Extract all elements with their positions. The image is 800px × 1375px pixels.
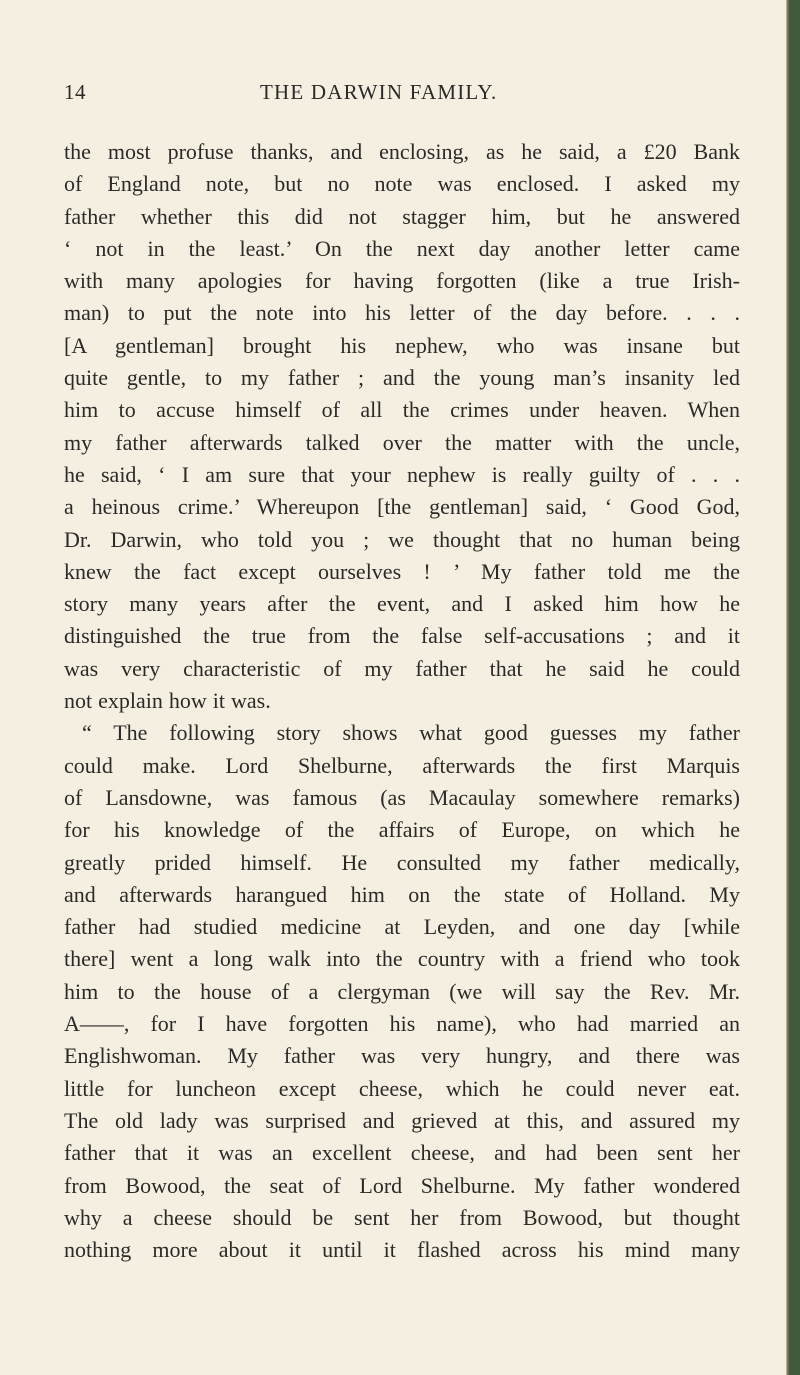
text-line: nothing more about it until it flashed across his mind many — [64, 1237, 740, 1263]
text-line: [A gentleman] brought his nephew, who was insane but — [64, 332, 740, 358]
text-line: he said, ‘ I am sure that your nephew is really guilty of . . . — [64, 461, 740, 487]
text-line: why a cheese should be sent her from Bowood, but thought — [64, 1204, 740, 1230]
text-line: greatly prided himself. He consulted my father medically, — [64, 849, 740, 875]
text-line: father that it was an excellent cheese, and had been sent her — [64, 1140, 740, 1166]
text-line: was very characteristic of my father that he said he could — [64, 655, 740, 681]
text-line: for his knowledge of the affairs of Europe, on which he — [64, 817, 740, 843]
text-line: him to accuse himself of all the crimes under heaven. When — [64, 397, 740, 423]
text-line: little for luncheon except cheese, which he could never eat. — [64, 1075, 740, 1101]
text-line: from Bowood, the seat of Lord Shelburne. My father wondered — [64, 1172, 740, 1198]
body-text — [64, 136, 740, 1266]
text-line: could make. Lord Shelburne, afterwards the first Marquis — [64, 752, 740, 778]
text-line: The old lady was surprised and grieved at this, and assured my — [64, 1107, 740, 1133]
text-line: a heinous crime.’ Whereupon [the gentleman] said, ‘ Good God, — [64, 494, 740, 520]
text-line: him to the house of a clergyman (we will say the Rev. Mr. — [64, 978, 740, 1004]
text-line: there] went a long walk into the country with a friend who took — [64, 946, 740, 972]
text-line: Dr. Darwin, who told you ; we thought that no human being — [64, 526, 740, 552]
text-line: with many apologies for having forgotten (like a true Irish- — [64, 268, 740, 294]
text-line: distinguished the true from the false self-accusations ; and it — [64, 623, 740, 649]
text-line: father had studied medicine at Leyden, and one day [while — [64, 914, 740, 940]
text-line: story many years after the event, and I asked him how he — [64, 591, 740, 617]
running-title: THE DARWIN FAMILY. — [260, 80, 498, 104]
text-line: quite gentle, to my father ; and the young man’s insanity led — [64, 365, 740, 391]
text-line: ‘ not in the least.’ On the next day another letter came — [64, 235, 740, 261]
running-head — [64, 80, 734, 112]
text-line: of England note, but no note was enclosed. I asked my — [64, 171, 740, 197]
page-edge-strip — [786, 0, 800, 1375]
text-line: the most profuse thanks, and enclosing, as he said, a £20 Bank — [64, 139, 740, 164]
page-number: 14 — [64, 80, 86, 104]
text-line: man) to put the note into his letter of the day before. . . . — [64, 300, 740, 326]
text-line: knew the fact except ourselves ! ’ My father told me the — [64, 558, 740, 584]
text-line: my father afterwards talked over the matter with the uncle, — [64, 429, 740, 455]
text-line: Englishwoman. My father was very hungry, and there was — [64, 1043, 740, 1069]
text-line: “ The following story shows what good guesses my father — [82, 720, 740, 746]
text-line: and afterwards harangued him on the state of Holland. My — [64, 881, 740, 907]
text-line: of Lansdowne, was famous (as Macaulay somewhere remarks) — [64, 784, 740, 810]
text-line: A——, for I have forgotten his name), who had married an — [64, 1011, 740, 1037]
text-line: father whether this did not stagger him, but he answered — [64, 203, 740, 229]
text-line: not explain how it was. — [64, 688, 271, 714]
